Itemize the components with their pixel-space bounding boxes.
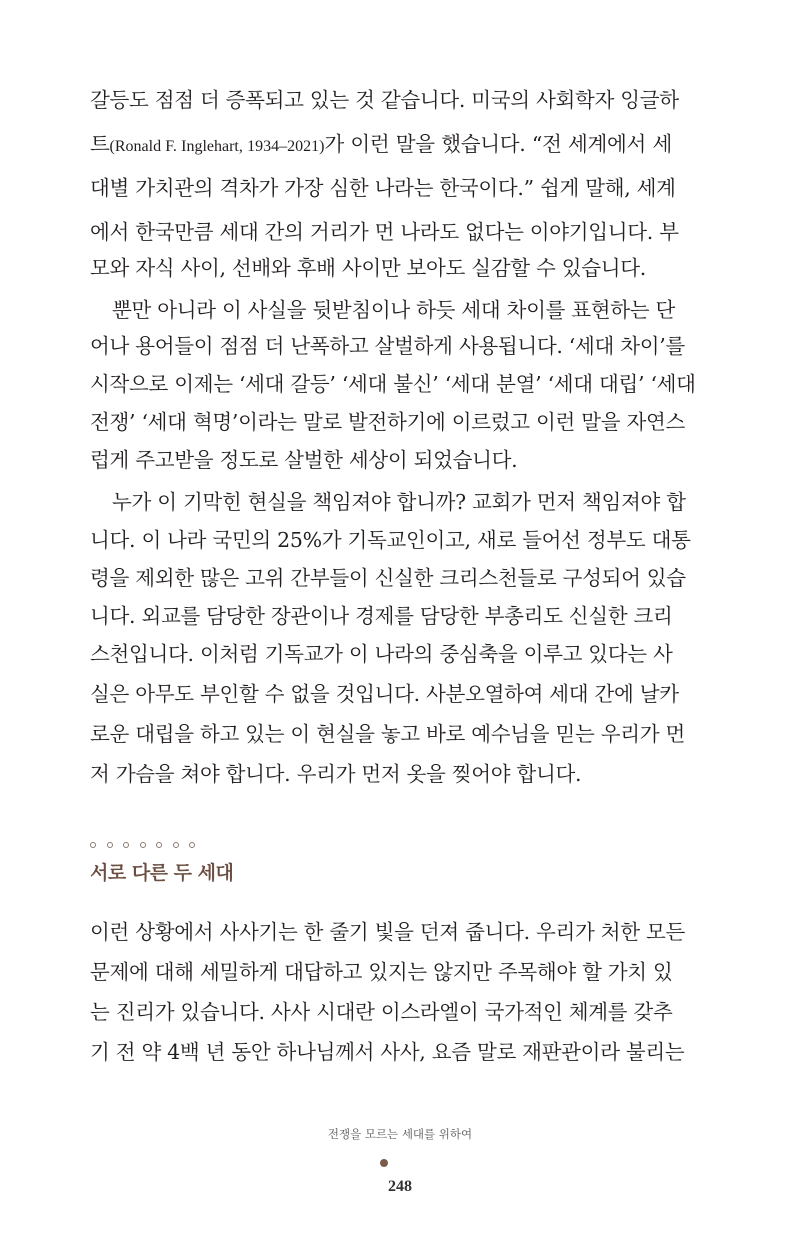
- text-line: 스천입니다. 이처럼 기독교가 이 나라의 중심축을 이루고 있다는 사: [90, 642, 673, 666]
- text-line: 뿐만 아니라 이 사실을 뒷받침이나 하듯 세대 차이를 표현하는 단: [112, 298, 676, 322]
- latin-name-fragment: (Ronald F. Inglehart, 1934–2021): [109, 138, 325, 155]
- circle-ornament-icon: [173, 842, 179, 848]
- running-footer-title: 전쟁을 모르는 세대를 위하여: [327, 1127, 473, 1141]
- text-line: 전쟁’ ‘세대 혁명’이라는 말로 발전하기에 이르렀고 이런 말을 자연스: [90, 410, 685, 434]
- circle-ornament-icon: [123, 842, 129, 848]
- section-heading: 서로 다른 두 세대: [90, 862, 234, 884]
- text-line: 시작으로 이제는 ‘세대 갈등’ ‘세대 불신’ ‘세대 분열’ ‘세대 대립’ ‘세대: [90, 372, 696, 396]
- text-line: 이런 상황에서 사사기는 한 줄기 빛을 던져 줍니다. 우리가 처한 모든: [90, 920, 685, 944]
- text-line: 대별 가치관의 격차가 가장 심한 나라는 한국이다.” 쉽게 말해, 세계: [90, 176, 676, 200]
- text-line: 기 전 약 4백 년 동안 하나님께서 사사, 요즘 말로 재판관이라 불리는: [90, 1040, 685, 1064]
- text-fragment: 가 이런 말을 했습니다. “전 세계에서 세: [324, 132, 672, 156]
- circle-ornament-icon: [140, 842, 146, 848]
- circle-ornament-icon: [189, 842, 195, 848]
- text-line: 누가 이 기막힌 현실을 책임져야 합니까? 교회가 먼저 책임져야 합: [112, 490, 686, 514]
- text-line: 에서 한국만큼 세대 간의 거리가 먼 나라도 없다는 이야기입니다. 부: [90, 220, 679, 244]
- text-line: 니다. 이 나라 국민의 25%가 기독교인이고, 새로 들어선 정부도 대통: [90, 528, 691, 552]
- section-decoration: [90, 838, 195, 854]
- circle-ornament-icon: [90, 842, 96, 848]
- text-line: [90, 126, 672, 162]
- footer-bullet-icon: [380, 1159, 388, 1167]
- text-line: 문제에 대해 세밀하게 대답하고 있지는 않지만 주목해야 할 가치 있: [90, 960, 673, 984]
- text-line: 로운 대립을 하고 있는 이 현실을 놓고 바로 예수님을 믿는 우리가 먼: [90, 722, 685, 746]
- page-number: 248: [388, 1178, 412, 1195]
- text-line: 니다. 외교를 담당한 장관이나 경제를 담당한 부총리도 신실한 크리: [90, 604, 673, 628]
- text-line: 실은 아무도 부인할 수 없을 것입니다. 사분오열하여 세대 간에 날카: [90, 682, 679, 706]
- text-line: 는 진리가 있습니다. 사사 시대란 이스라엘이 국가적인 체계를 갖추: [90, 1000, 673, 1024]
- circle-ornament-icon: [107, 842, 113, 848]
- text-fragment: 트: [90, 132, 110, 156]
- text-line: 모와 자식 사이, 선배와 후배 사이만 보아도 실감할 수 있습니다.: [90, 256, 646, 280]
- circle-ornament-icon: [156, 842, 162, 848]
- text-line: 갈등도 점점 더 증폭되고 있는 것 같습니다. 미국의 사회학자 잉글하: [90, 88, 679, 112]
- text-line: 럽게 주고받을 정도로 살벌한 세상이 되었습니다.: [90, 448, 518, 472]
- text-line: 어나 용어들이 점점 더 난폭하고 살벌하게 사용됩니다. ‘세대 차이’를: [90, 334, 685, 358]
- text-line: 저 가슴을 쳐야 합니다. 우리가 먼저 옷을 찢어야 합니다.: [90, 762, 582, 786]
- text-line: 령을 제외한 많은 고위 간부들이 신실한 크리스천들로 구성되어 있습: [90, 566, 686, 590]
